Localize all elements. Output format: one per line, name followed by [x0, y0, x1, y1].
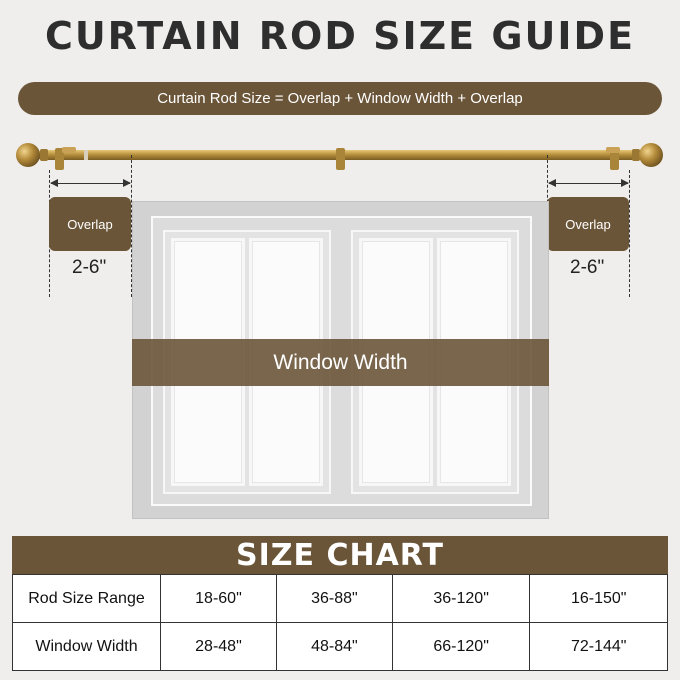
table-cell: 16-150" [530, 575, 668, 623]
left-finial [16, 143, 40, 167]
right-overlap-box: Overlap [547, 197, 629, 251]
table-cell: 72-144" [530, 623, 668, 671]
right-outer-dashed-line [629, 170, 630, 297]
table-cell: 36-120" [392, 575, 530, 623]
formula-banner: Curtain Rod Size = Overlap + Window Width + Overlap [18, 82, 662, 115]
right-overlap-arrow [549, 183, 628, 184]
table-cell: 66-120" [392, 623, 530, 671]
row-label-window-width: Window Width [13, 623, 161, 671]
right-finial [639, 143, 663, 167]
left-overlap-arrow [51, 183, 130, 184]
left-overlap-box: Overlap [49, 197, 131, 251]
curtain-rod-illustration [0, 138, 680, 178]
table-cell: 18-60" [161, 575, 277, 623]
right-overlap-value: 2-6" [570, 257, 605, 278]
row-label-rod-size-range: Rod Size Range [13, 575, 161, 623]
table-cell: 28-48" [161, 623, 277, 671]
table-cell: 36-88" [276, 575, 392, 623]
center-bracket [336, 148, 345, 170]
table-row [13, 623, 668, 671]
size-chart-table [12, 574, 668, 671]
size-chart-heading: SIZE CHART [12, 536, 668, 574]
page-title: CURTAIN ROD SIZE GUIDE [44, 14, 636, 58]
left-overlap-value: 2-6" [72, 257, 107, 278]
table-row [13, 575, 668, 623]
window-width-band: Window Width [132, 339, 549, 386]
table-cell: 48-84" [276, 623, 392, 671]
